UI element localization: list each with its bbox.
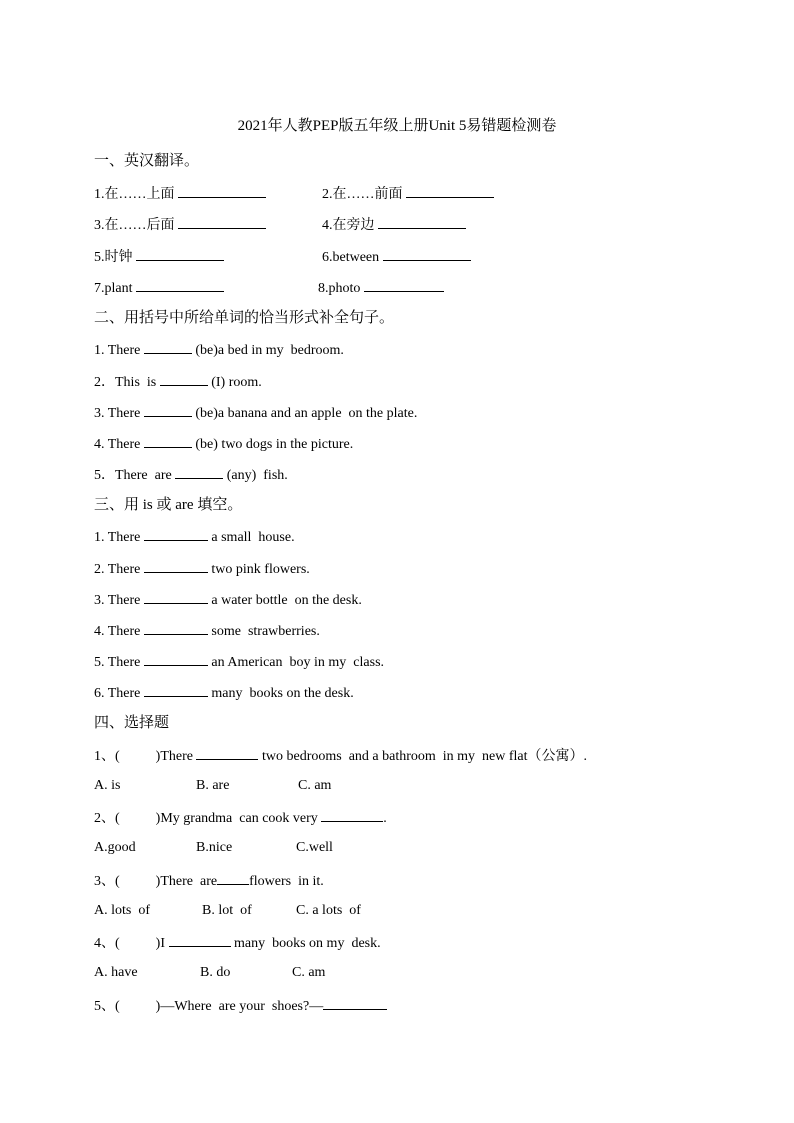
answer-blank[interactable] — [136, 246, 224, 261]
sentence-end: many books on the desk. — [207, 686, 354, 701]
question-number: 3、( — [94, 874, 120, 889]
translation-item-label: 7.plant — [94, 281, 133, 296]
answer-blank[interactable] — [144, 589, 208, 604]
section-2-heading: 二、用括号中所给单词的恰当形式补全句子。 — [94, 310, 395, 326]
answer-blank[interactable] — [144, 526, 208, 541]
answer-blank[interactable] — [196, 745, 258, 760]
choice-option[interactable]: A.good — [94, 840, 136, 855]
fill-sentence-item — [94, 682, 354, 704]
choice-option[interactable]: B. do — [200, 965, 231, 980]
answer-blank[interactable] — [160, 371, 208, 386]
choice-option[interactable]: C. am — [298, 778, 332, 793]
question-text-end: . — [383, 811, 387, 826]
fill-sentence-item — [94, 526, 295, 548]
fill-sentence-item — [94, 558, 310, 580]
answer-blank[interactable] — [321, 807, 383, 822]
fill-sentence-item — [94, 433, 353, 455]
translation-item-8 — [318, 277, 444, 299]
translation-item-label: 1.在……上面 — [94, 187, 175, 202]
sentence-end: (be)a bed in my bedroom. — [191, 343, 344, 358]
translation-item-5 — [94, 246, 224, 268]
question-text: )My grandma can cook very — [155, 811, 322, 826]
translation-item-6 — [322, 246, 471, 268]
translation-item-label: 3.在……后面 — [94, 218, 175, 233]
answer-blank[interactable] — [144, 682, 208, 697]
translation-item-1 — [94, 183, 266, 205]
answer-blank[interactable] — [378, 214, 466, 229]
sentence-end: two pink flowers. — [207, 562, 310, 577]
translation-item-label: 8.photo — [318, 281, 361, 296]
choice-option[interactable]: B. are — [196, 778, 230, 793]
fill-sentence-item — [94, 620, 320, 642]
sentence-end: (be)a banana and an apple on the plate. — [191, 406, 418, 421]
translation-item-label: 5.时钟 — [94, 250, 133, 265]
fill-sentence-item — [94, 339, 344, 361]
question-text: )There — [155, 749, 197, 764]
sentence-end: some strawberries. — [207, 624, 320, 639]
question-number: 5、( — [94, 999, 120, 1014]
answer-blank[interactable] — [169, 932, 231, 947]
translation-item-3 — [94, 214, 266, 236]
choice-question — [94, 932, 381, 954]
fill-sentence-item — [94, 651, 384, 673]
choice-option[interactable]: B. lot of — [202, 903, 252, 918]
choice-option[interactable]: A. lots of — [94, 903, 150, 918]
question-text-end: two bedrooms and a bathroom in my new flat（公寓）. — [258, 749, 588, 764]
section-3-heading: 三、用 is 或 are 填空。 — [94, 497, 243, 513]
answer-blank[interactable] — [383, 246, 471, 261]
sentence-start: 5. There — [94, 655, 144, 670]
sentence-start: 2．This is — [94, 375, 160, 390]
question-text-end: many books on my desk. — [230, 936, 381, 951]
answer-blank[interactable] — [178, 214, 266, 229]
answer-blank[interactable] — [178, 183, 266, 198]
fill-sentence-item — [94, 589, 362, 611]
fill-sentence-item — [94, 402, 417, 424]
translation-item-label: 6.between — [322, 250, 380, 265]
choice-option[interactable]: A. have — [94, 965, 138, 980]
sentence-end: (I) room. — [207, 375, 262, 390]
translation-item-7 — [94, 277, 224, 299]
fill-sentence-item — [94, 464, 288, 486]
page-title: 2021年人教PEP版五年级上册Unit 5易错题检测卷 — [237, 118, 557, 134]
choice-option[interactable]: C.well — [296, 840, 333, 855]
sentence-start: 2. There — [94, 562, 144, 577]
question-number: 4、( — [94, 936, 120, 951]
question-number: 1、( — [94, 749, 120, 764]
translation-item-label: 4.在旁边 — [322, 218, 375, 233]
translation-item-2 — [322, 183, 494, 205]
answer-blank[interactable] — [364, 277, 444, 292]
answer-blank[interactable] — [144, 339, 192, 354]
sentence-start: 4. There — [94, 624, 144, 639]
answer-blank[interactable] — [144, 402, 192, 417]
answer-blank[interactable] — [144, 558, 208, 573]
choice-question — [94, 995, 387, 1017]
sentence-start: 4. There — [94, 437, 144, 452]
sentence-end: (be) two dogs in the picture. — [191, 437, 354, 452]
question-text: )I — [155, 936, 169, 951]
sentence-start: 6. There — [94, 686, 144, 701]
sentence-start: 3. There — [94, 406, 144, 421]
choice-option[interactable]: B.nice — [196, 840, 233, 855]
answer-blank[interactable] — [323, 995, 387, 1010]
answer-blank[interactable] — [217, 870, 249, 885]
sentence-start: 1. There — [94, 343, 144, 358]
translation-item-4 — [322, 214, 466, 236]
answer-blank[interactable] — [136, 277, 224, 292]
sentence-end: a water bottle on the desk. — [207, 593, 362, 608]
sentence-end: an American boy in my class. — [207, 655, 385, 670]
choice-question — [94, 745, 587, 767]
section-1-heading: 一、英汉翻译。 — [94, 153, 200, 169]
sentence-end: (any) fish. — [223, 468, 288, 483]
choice-option[interactable]: C. a lots of — [296, 903, 361, 918]
choice-question — [94, 807, 387, 829]
answer-blank[interactable] — [144, 620, 208, 635]
sentence-start: 5．There are — [94, 468, 176, 483]
question-number: 2、( — [94, 811, 120, 826]
translation-item-label: 2.在……前面 — [322, 187, 403, 202]
answer-blank[interactable] — [406, 183, 494, 198]
fill-sentence-item — [94, 371, 262, 393]
answer-blank[interactable] — [144, 651, 208, 666]
answer-blank[interactable] — [175, 464, 223, 479]
question-text-end: flowers in it. — [249, 874, 324, 889]
answer-blank[interactable] — [144, 433, 192, 448]
choice-option[interactable]: A. is — [94, 778, 121, 793]
question-text: )—Where are your shoes?— — [155, 999, 324, 1014]
section-4-heading: 四、选择题 — [94, 715, 170, 731]
question-text: )There are — [155, 874, 218, 889]
sentence-start: 3. There — [94, 593, 144, 608]
sentence-end: a small house. — [207, 530, 295, 545]
choice-option[interactable]: C. am — [292, 965, 326, 980]
choice-question — [94, 870, 324, 892]
sentence-start: 1. There — [94, 530, 144, 545]
